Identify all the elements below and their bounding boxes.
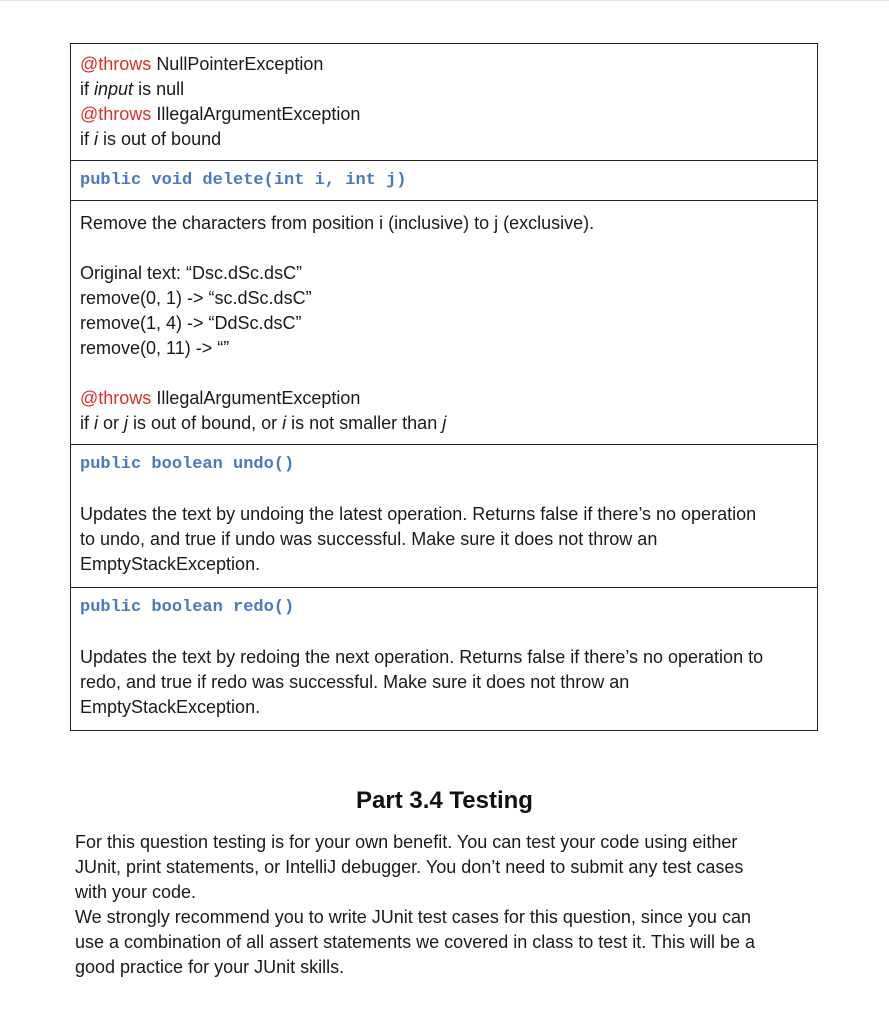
paragraph-line: with your code. — [75, 882, 197, 902]
section-heading: Part 3.4 Testing — [356, 787, 533, 814]
undo-method-cell — [71, 444, 817, 587]
exception-type: IllegalArgumentException — [156, 104, 361, 124]
method-description-line: Updates the text by redoing the next operation. Returns false if there’s no operation to — [80, 647, 764, 667]
spacer — [80, 620, 809, 645]
paragraph-line: JUnit, print statements, or IntelliJ debugger. You don’t need to submit any test cases — [75, 857, 744, 877]
throws-cell — [71, 44, 817, 160]
throws-line-2 — [80, 102, 809, 127]
redo-method-cell — [71, 587, 817, 730]
page-top-rule — [0, 0, 889, 1]
method-description-line: redo, and true if redo was successful. Make sure it does not throw an — [80, 672, 630, 692]
throws-tag: @throws — [80, 388, 152, 408]
exception-type: IllegalArgumentException — [156, 388, 361, 408]
method-signature-redo: public boolean redo() — [80, 598, 295, 617]
method-description: Remove the characters from position i (inclusive) to j (exclusive). — [80, 213, 595, 233]
throws-line — [80, 386, 809, 411]
method-description-line: to undo, and true if undo was successful. Make sure it does not throw an — [80, 529, 658, 549]
paragraph-line: good practice for your JUnit skills. — [75, 957, 345, 977]
throws-condition-1: if input is null — [80, 79, 185, 99]
param-name: i — [94, 129, 99, 149]
section-body — [75, 830, 815, 980]
throws-line-1 — [80, 52, 809, 77]
example-line: Original text: “Dsc.dSc.dsC” — [80, 263, 303, 283]
method-signature-delete: public void delete(int i, int j) — [80, 171, 407, 190]
throws-condition: if i or j is out of bound, or i is not smaller than j — [80, 413, 447, 433]
throws-condition-2: if i is out of bound — [80, 129, 222, 149]
method-description-line: EmptyStackException. — [80, 554, 261, 574]
example-line: remove(1, 4) -> “DdSc.dsC” — [80, 313, 302, 333]
example-line: remove(0, 11) -> “” — [80, 338, 230, 358]
delete-method-header — [71, 160, 817, 200]
throws-tag: @throws — [80, 104, 152, 124]
method-description-line: EmptyStackException. — [80, 697, 261, 717]
api-doc-table — [70, 43, 818, 731]
spacer — [80, 477, 809, 502]
param-name: input — [94, 79, 134, 99]
example-line: remove(0, 1) -> “sc.dSc.dsC” — [80, 288, 312, 308]
exception-type: NullPointerException — [156, 54, 324, 74]
delete-method-body — [71, 200, 817, 444]
paragraph-line: We strongly recommend you to write JUnit test cases for this question, since you can — [75, 907, 751, 927]
throws-tag: @throws — [80, 54, 152, 74]
method-description-line: Updates the text by undoing the latest operation. Returns false if there’s no operation — [80, 504, 757, 524]
method-signature-undo: public boolean undo() — [80, 455, 295, 474]
spacer — [80, 236, 809, 261]
paragraph-line: For this question testing is for your own benefit. You can test your code using either — [75, 832, 738, 852]
spacer — [80, 361, 809, 386]
paragraph-line: use a combination of all assert statements we covered in class to test it. This will be a — [75, 932, 755, 952]
